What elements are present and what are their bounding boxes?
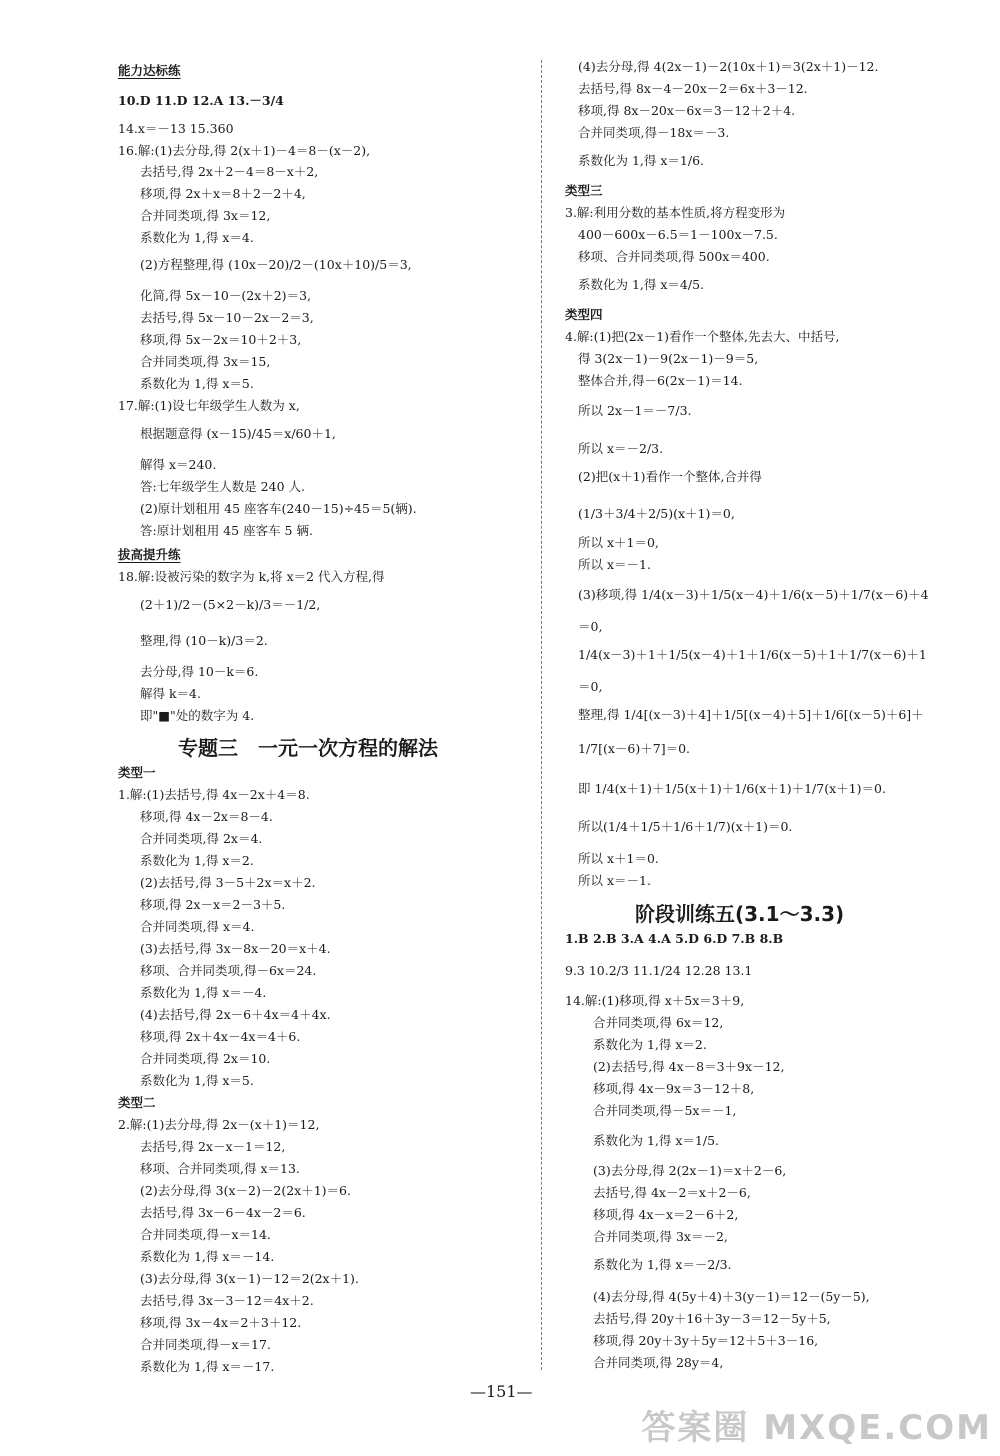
answer-line: 去括号,得 2x－x－1＝12,	[140, 1139, 286, 1154]
answer-line: (2＋1)/2－(5×2－k)/3＝－1/2,	[140, 597, 321, 612]
answer-line: 去括号,得 3x－6－4x－2＝6.	[140, 1205, 306, 1220]
section-title-stage-training-five: 阶段训练五(3.1～3.3)	[635, 902, 845, 926]
answer-line: 移项,得 8x－20x－6x＝3－12＋2＋4.	[578, 103, 796, 118]
answer-line: 能力达标练	[118, 63, 181, 78]
answer-line: (2)把(x＋1)看作一个整体,合并得	[578, 469, 762, 484]
answer-line: 合并同类项,得 2x＝4.	[140, 831, 263, 846]
answer-line: 3.解:利用分数的基本性质,将方程变形为	[565, 205, 786, 220]
answer-line: (4)去括号,得 2x－6＋4x＝4＋4x.	[140, 1007, 331, 1022]
watermark-logo: 答案圈 MXQE.COM	[641, 1408, 992, 1448]
answer-line: 系数化为 1,得 x＝2.	[593, 1037, 707, 1052]
answer-line: 移项、合并同类项,得 x＝13.	[140, 1161, 300, 1176]
answer-line: 合并同类项,得 28y＝4,	[593, 1355, 724, 1370]
answer-line: 移项,得 2x＋x＝8＋2－2＋4,	[140, 186, 306, 201]
answer-line: 去括号,得 8x－4－20x－2＝6x＋3－12.	[578, 81, 808, 96]
answer-line: 4.解:(1)把(2x－1)看作一个整体,先去大、中括号,	[565, 329, 840, 344]
answer-line: 类型一	[118, 765, 156, 780]
column-divider	[541, 60, 542, 1370]
answer-line: 1/4(x－3)＋1＋1/5(x－4)＋1＋1/6(x－5)＋1＋1/7(x－6)＋1	[578, 647, 927, 662]
answer-line: 所以 x＝－2/3.	[578, 441, 664, 456]
answer-line: 1.B 2.B 3.A 4.A 5.D 6.D 7.B 8.B	[565, 931, 784, 946]
answer-line: 1.解:(1)去括号,得 4x－2x＋4＝8.	[118, 787, 310, 802]
answer-line: 合并同类项,得－x＝17.	[140, 1337, 271, 1352]
answer-line: 去括号,得 20y＋16＋3y－3＝12－5y＋5,	[593, 1311, 831, 1326]
answer-line: 类型四	[565, 307, 603, 322]
answer-line: 系数化为 1,得 x＝1/6.	[578, 153, 705, 168]
answer-line: ＝0,	[578, 679, 603, 694]
answer-line: 400－600x－6.5＝1－100x－7.5.	[578, 227, 778, 242]
answer-line: 17.解:(1)设七年级学生人数为 x,	[118, 398, 300, 413]
answer-line: 移项、合并同类项,得 500x＝400.	[578, 249, 770, 264]
answer-line: (2)去括号,得 3－5＋2x＝x＋2.	[140, 875, 316, 890]
answer-line: ＝0,	[578, 619, 603, 634]
answer-line: 即 1/4(x＋1)＋1/5(x＋1)＋1/6(x＋1)＋1/7(x＋1)＝0.	[578, 781, 886, 796]
answer-line: (2)去括号,得 4x－8＝3＋9x－12,	[593, 1059, 785, 1074]
answer-line: 所以 x＝－1.	[578, 873, 651, 888]
answer-line: 合并同类项,得－5x＝－1,	[593, 1103, 737, 1118]
answer-line: 移项,得 4x－9x＝3－12＋8,	[593, 1081, 755, 1096]
answer-line: 系数化为 1,得 x＝－17.	[140, 1359, 275, 1374]
answer-line: 18.解:设被污染的数字为 k,将 x＝2 代入方程,得	[118, 569, 385, 584]
answer-line: 整理,得 1/4[(x－3)＋4]＋1/5[(x－4)＋5]＋1/6[(x－5)＋6]＋	[578, 707, 924, 722]
answer-line: 1/7[(x－6)＋7]＝0.	[578, 741, 691, 756]
answer-line: (3)去括号,得 3x－8x－20＝x＋4.	[140, 941, 331, 956]
answer-line: (3)去分母,得 2(2x－1)＝x＋2－6,	[593, 1163, 787, 1178]
answer-line: 移项,得 5x－2x＝10＋2＋3,	[140, 332, 302, 347]
answer-line: 系数化为 1,得 x＝1/5.	[593, 1133, 720, 1148]
answer-line: (2)原计划租用 45 座客车(240－15)÷45＝5(辆).	[140, 501, 417, 516]
answer-line: 得 3(2x－1)－9(2x－1)－9＝5,	[578, 351, 759, 366]
answer-line: 9.3 10.2/3 11.1/24 12.28 13.1	[565, 963, 753, 978]
answer-line: (2)去分母,得 3(x－2)－2(2x＋1)＝6.	[140, 1183, 351, 1198]
page-number: —151—	[470, 1382, 533, 1401]
answer-line: 16.解:(1)去分母,得 2(x＋1)－4＝8－(x－2),	[118, 143, 371, 158]
answer-line: 答:原计划租用 45 座客车 5 辆.	[140, 523, 313, 538]
answer-line: 所以 x＝－1.	[578, 557, 651, 572]
answer-line: 所以(1/4＋1/5＋1/6＋1/7)(x＋1)＝0.	[578, 819, 793, 834]
answer-line: 所以 x＋1＝0,	[578, 535, 659, 550]
answer-line: 合并同类项,得 3x＝15,	[140, 354, 271, 369]
answer-line: 合并同类项,得－18x＝－3.	[578, 125, 730, 140]
answer-line: 移项,得 3x－4x＝2＋3＋12.	[140, 1315, 302, 1330]
answer-line: 合并同类项,得 2x＝10.	[140, 1051, 271, 1066]
answer-line: 移项,得 20y＋3y＋5y＝12＋5＋3－16,	[593, 1333, 819, 1348]
answer-line: 所以 2x－1＝－7/3.	[578, 403, 692, 418]
answer-line: 根据题意得 (x－15)/45＝x/60＋1,	[140, 426, 336, 441]
answer-line: 解得 k＝4.	[140, 686, 201, 701]
answer-line: 系数化为 1,得 x＝5.	[140, 376, 254, 391]
answer-line: 14.x＝－13 15.360	[118, 121, 234, 136]
answer-line: 14.解:(1)移项,得 x＋5x＝3＋9,	[565, 993, 745, 1008]
answer-line: 移项,得 4x－2x＝8－4.	[140, 809, 273, 824]
answer-line: 系数化为 1,得 x＝2.	[140, 853, 254, 868]
answer-line: 移项、合并同类项,得－6x＝24.	[140, 963, 317, 978]
answer-line: 系数化为 1,得 x＝－4.	[140, 985, 267, 1000]
answer-line: 去括号,得 2x＋2－4＝8－x＋2,	[140, 164, 319, 179]
answer-line: 移项,得 4x－x＝2－6＋2,	[593, 1207, 739, 1222]
answer-line: (4)去分母,得 4(2x－1)－2(10x＋1)＝3(2x＋1)－12.	[578, 59, 879, 74]
answer-line: 移项,得 2x＋4x－4x＝4＋6.	[140, 1029, 301, 1044]
answer-line: 系数化为 1,得 x＝－2/3.	[593, 1257, 732, 1272]
answer-line: (3)去分母,得 3(x－1)－12＝2(2x＋1).	[140, 1271, 359, 1286]
answer-line: 系数化为 1,得 x＝－14.	[140, 1249, 275, 1264]
answer-line: 整体合并,得－6(2x－1)＝14.	[578, 373, 743, 388]
answer-line: 系数化为 1,得 x＝5.	[140, 1073, 254, 1088]
answer-line: 移项,得 2x－x＝2－3＋5.	[140, 897, 286, 912]
answer-line: 合并同类项,得 3x＝12,	[140, 208, 271, 223]
answer-line: (4)去分母,得 4(5y＋4)＋3(y－1)＝12－(5y－5),	[593, 1289, 870, 1304]
answer-line: 解得 x＝240.	[140, 457, 217, 472]
answer-line: 系数化为 1,得 x＝4.	[140, 230, 254, 245]
answer-line: 合并同类项,得 6x＝12,	[593, 1015, 724, 1030]
answer-line: 类型三	[565, 183, 603, 198]
answer-line: 整理,得 (10－k)/3＝2.	[140, 633, 268, 648]
answer-line: 10.D 11.D 12.A 13.－3/4	[118, 93, 284, 108]
answer-line: 拔高提升练	[118, 547, 181, 562]
answer-line: 合并同类项,得－x＝14.	[140, 1227, 271, 1242]
answer-line: 2.解:(1)去分母,得 2x－(x＋1)＝12,	[118, 1117, 320, 1132]
answer-line: 答:七年级学生人数是 240 人.	[140, 479, 305, 494]
answer-line: (2)方程整理,得 (10x－20)/2－(10x＋10)/5＝3,	[140, 257, 412, 272]
answer-line: 化简,得 5x－10－(2x＋2)＝3,	[140, 288, 311, 303]
answer-line: 合并同类项,得 3x＝－2,	[593, 1229, 728, 1244]
answer-line: (1/3＋3/4＋2/5)(x＋1)＝0,	[578, 506, 735, 521]
answer-line: 合并同类项,得 x＝4.	[140, 919, 255, 934]
answer-line: 系数化为 1,得 x＝4/5.	[578, 277, 705, 292]
answer-line: 所以 x＋1＝0.	[578, 851, 659, 866]
answer-line: 去分母,得 10－k＝6.	[140, 664, 259, 679]
answer-line: 类型二	[118, 1095, 156, 1110]
answer-line: (3)移项,得 1/4(x－3)＋1/5(x－4)＋1/6(x－5)＋1/7(x－6)＋4	[578, 587, 929, 602]
section-title-topic-three: 专题三 一元一次方程的解法	[178, 736, 438, 760]
answer-line: 去括号,得 3x－3－12＝4x＋2.	[140, 1293, 314, 1308]
answer-line: 去括号,得 4x－2＝x＋2－6,	[593, 1185, 751, 1200]
answer-line: 即"■"处的数字为 4.	[140, 708, 255, 723]
answer-line: 去括号,得 5x－10－2x－2＝3,	[140, 310, 314, 325]
